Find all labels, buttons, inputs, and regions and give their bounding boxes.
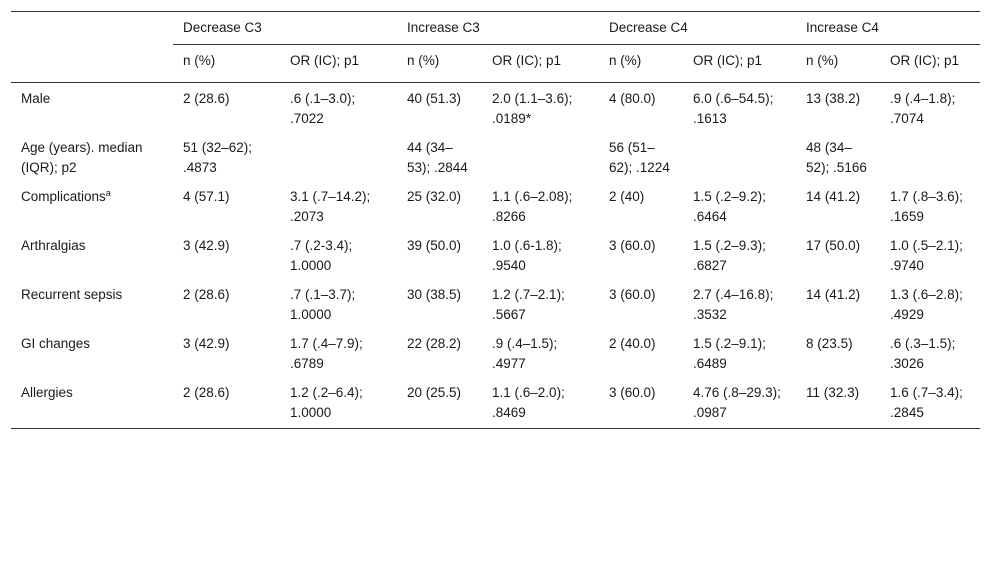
- subheader-or: OR (IC); p1: [683, 44, 796, 83]
- table-cell: .9 (.4–1.8); .7074: [890, 91, 956, 126]
- subheader-or: OR (IC); p1: [280, 44, 397, 83]
- row-label: Allergies: [11, 377, 173, 429]
- table-row: [11, 328, 980, 377]
- subheader-corner: [11, 44, 173, 83]
- table-row: [11, 377, 980, 429]
- row-label-text: Complications: [21, 189, 106, 204]
- table-cell: 1.0 (.6-1.8); .9540: [492, 238, 562, 273]
- table-cell: 44 (34–53); .2844: [407, 140, 468, 175]
- row-label: Age (years). median (IQR); p2: [21, 140, 143, 175]
- table-row: [11, 181, 980, 230]
- table-cell: 4.76 (.8–29.3); .0987: [683, 377, 796, 429]
- subheader-or: OR (IC); p1: [880, 44, 980, 83]
- table-cell: 4 (57.1): [183, 189, 230, 204]
- table-cell: 3 (60.0): [599, 377, 683, 429]
- group-decrease-c3: Decrease C3: [173, 12, 397, 45]
- table-row: [11, 132, 980, 181]
- table-cell: 3.1 (.7–14.2); .2073: [290, 189, 371, 224]
- table-row: [11, 230, 980, 279]
- table-cell: 39 (50.0): [407, 238, 462, 253]
- table-cell: 1.7 (.4–7.9); .6789: [290, 336, 363, 371]
- table-cell: [683, 132, 796, 181]
- table-cell: .6 (.3–1.5); .3026: [890, 336, 956, 371]
- corner-cell: [11, 12, 173, 45]
- table-cell: 2 (28.6): [183, 91, 230, 106]
- table-row: [11, 83, 980, 133]
- table-cell: 1.1 (.6–2.08); .8266: [492, 189, 573, 224]
- group-header-row: [11, 12, 980, 45]
- table-cell: 3 (60.0): [609, 238, 656, 253]
- table-cell: 56 (51–62); .1224: [609, 140, 670, 175]
- table-cell: 2 (40): [609, 189, 645, 204]
- group-increase-c3: Increase C3: [397, 12, 599, 45]
- table-row: [11, 279, 980, 328]
- table-cell: 3 (60.0): [609, 287, 656, 302]
- table-cell: 1.2 (.7–2.1); .5667: [492, 287, 565, 322]
- results-table: [11, 11, 980, 429]
- table-cell: 1.5 (.2–9.1); .6489: [693, 336, 766, 371]
- table-cell: 30 (38.5): [407, 287, 462, 302]
- footnote-marker: a: [105, 188, 111, 198]
- table-cell: 1.2 (.2–6.4); 1.0000: [280, 377, 397, 429]
- table-cell: 20 (25.5): [397, 377, 482, 429]
- row-label: Male: [21, 91, 51, 106]
- table-cell: 6.0 (.6–54.5); .1613: [693, 91, 774, 126]
- row-label: Arthralgias: [21, 238, 86, 253]
- group-increase-c4: Increase C4: [796, 12, 980, 45]
- table-cell: 1.0 (.5–2.1); .9740: [890, 238, 963, 273]
- table-cell: 2 (40.0): [609, 336, 656, 351]
- subheader-or: OR (IC); p1: [482, 44, 599, 83]
- subheader-row: [11, 44, 980, 83]
- table-cell: 1.1 (.6–2.0); .8469: [482, 377, 599, 429]
- table-cell: 3 (42.9): [183, 238, 230, 253]
- subheader-n: n (%): [796, 44, 880, 83]
- table-cell: 11 (32.3): [796, 377, 880, 429]
- subheader-n: n (%): [397, 44, 482, 83]
- table-cell: 1.3 (.6–2.8); .4929: [890, 287, 963, 322]
- table-cell: 2 (28.6): [173, 377, 280, 429]
- table-cell: 51 (32–62); .4873: [183, 140, 253, 175]
- table-cell: 3 (42.9): [183, 336, 230, 351]
- table-cell: .9 (.4–1.5); .4977: [492, 336, 558, 371]
- subheader-n: n (%): [173, 44, 280, 83]
- table-cell: .6 (.1–3.0); .7022: [290, 91, 356, 126]
- table-cell: 1.7 (.8–3.6); .1659: [890, 189, 963, 224]
- table-cell: 40 (51.3): [407, 91, 462, 106]
- table-cell: 48 (34–52); .5166: [806, 140, 867, 175]
- group-decrease-c4: Decrease C4: [599, 12, 796, 45]
- table-cell: [482, 132, 599, 181]
- row-label: Recurrent sepsis: [21, 287, 123, 302]
- table-cell: 1.5 (.2–9.2); .6464: [693, 189, 766, 224]
- table-cell: 2.0 (1.1–3.6); .0189*: [492, 91, 573, 126]
- table-cell: 13 (38.2): [806, 91, 861, 106]
- table-cell: 17 (50.0): [806, 238, 861, 253]
- table-cell: 8 (23.5): [806, 336, 853, 351]
- table-cell: .7 (.1–3.7); 1.0000: [290, 287, 356, 322]
- table-cell: .7 (.2-3.4); 1.0000: [290, 238, 353, 273]
- table-cell: [280, 132, 397, 181]
- table-cell: 2 (28.6): [183, 287, 230, 302]
- table-cell: 25 (32.0): [407, 189, 462, 204]
- row-label: [11, 181, 173, 230]
- row-label: GI changes: [21, 336, 91, 351]
- table-cell: 1.5 (.2–9.3); .6827: [693, 238, 766, 273]
- table-cell: 14 (41.2): [806, 287, 861, 302]
- subheader-n: n (%): [599, 44, 683, 83]
- table-cell: 4 (80.0): [609, 91, 656, 106]
- table-cell: 22 (28.2): [407, 336, 462, 351]
- table-cell: [880, 132, 980, 181]
- table-cell: 2.7 (.4–16.8); .3532: [693, 287, 774, 322]
- table-cell: 1.6 (.7–3.4); .2845: [880, 377, 980, 429]
- table-cell: 14 (41.2): [806, 189, 861, 204]
